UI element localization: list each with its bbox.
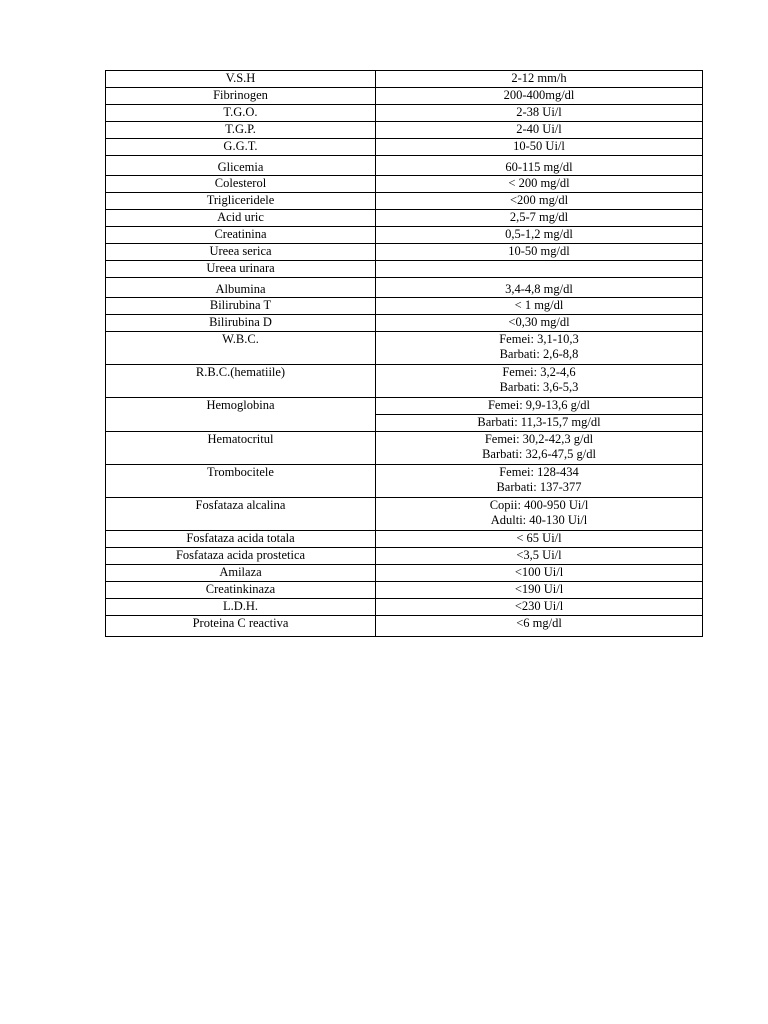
test-name: Fosfataza alcalina: [106, 498, 376, 531]
reference-value: <0,30 mg/dl: [376, 315, 703, 332]
reference-value: <3,5 Ui/l: [376, 548, 703, 565]
test-name: V.S.H: [106, 71, 376, 88]
reference-value: 3,4-4,8 mg/dl: [376, 278, 703, 298]
table-row: [106, 156, 703, 176]
reference-value: [376, 261, 703, 278]
reference-value: 2-40 Ui/l: [376, 122, 703, 139]
reference-value: 10-50 mg/dl: [376, 244, 703, 261]
test-name: Bilirubina D: [106, 315, 376, 332]
test-name: Fibrinogen: [106, 88, 376, 105]
table-row: [106, 398, 703, 415]
test-name: Trigliceridele: [106, 193, 376, 210]
test-name: R.B.C.(hematiile): [106, 365, 376, 398]
reference-value: [376, 332, 703, 365]
reference-value: 10-50 Ui/l: [376, 139, 703, 156]
test-name: Fosfataza acida prostetica: [106, 548, 376, 565]
test-name: Amilaza: [106, 565, 376, 582]
value-line-men: Barbati: 137-377: [496, 480, 582, 494]
test-name: Creatinkinaza: [106, 582, 376, 599]
table-row: [106, 465, 703, 498]
table-row: [106, 105, 703, 122]
table-row: [106, 176, 703, 193]
reference-value: <200 mg/dl: [376, 193, 703, 210]
table-row: [106, 365, 703, 398]
value-line-men: Barbati: 2,6-8,8: [499, 347, 579, 361]
reference-value: 2,5-7 mg/dl: [376, 210, 703, 227]
table-row: [106, 498, 703, 531]
value-line-women: Femei: 30,2-42,3 g/dl: [484, 432, 594, 446]
table-row: [106, 432, 703, 465]
table-row: [106, 548, 703, 565]
reference-value: <190 Ui/l: [376, 582, 703, 599]
table-row: [106, 278, 703, 298]
value-line-women: Femei: 128-434: [499, 465, 579, 479]
test-name: Acid uric: [106, 210, 376, 227]
table-row: [106, 531, 703, 548]
table-row: [106, 616, 703, 637]
table-row: [106, 315, 703, 332]
table-row: [106, 71, 703, 88]
test-name: Fosfataza acida totala: [106, 531, 376, 548]
reference-value: < 1 mg/dl: [376, 298, 703, 315]
test-name: Hemoglobina: [106, 398, 376, 432]
test-name: Colesterol: [106, 176, 376, 193]
value-line-women: Femei: 3,1-10,3: [499, 332, 579, 346]
reference-value: < 200 mg/dl: [376, 176, 703, 193]
table-row: [106, 298, 703, 315]
test-name: Trombocitele: [106, 465, 376, 498]
test-name: Bilirubina T: [106, 298, 376, 315]
value-line-children: Copii: 400-950 Ui/l: [489, 498, 589, 512]
table-row: [106, 261, 703, 278]
table-row: [106, 244, 703, 261]
table-row: [106, 582, 703, 599]
test-name: T.G.P.: [106, 122, 376, 139]
test-name: Proteina C reactiva: [106, 616, 376, 637]
reference-value: Barbati: 11,3-15,7 mg/dl: [376, 415, 703, 432]
test-name: L.D.H.: [106, 599, 376, 616]
value-line-women: Femei: 3,2-4,6: [502, 365, 576, 379]
table-row: [106, 88, 703, 105]
test-name: Ureea serica: [106, 244, 376, 261]
reference-value: 2-38 Ui/l: [376, 105, 703, 122]
test-name: G.G.T.: [106, 139, 376, 156]
value-line-men: Barbati: 3,6-5,3: [499, 380, 579, 394]
reference-values-table: [105, 70, 703, 637]
test-name: Hematocritul: [106, 432, 376, 465]
reference-value: 200-400mg/dl: [376, 88, 703, 105]
table-row: [106, 599, 703, 616]
reference-value: <230 Ui/l: [376, 599, 703, 616]
test-name: Albumina: [106, 278, 376, 298]
reference-value: [376, 365, 703, 398]
table-row: [106, 193, 703, 210]
test-name: Ureea urinara: [106, 261, 376, 278]
table-row: [106, 210, 703, 227]
test-name: T.G.O.: [106, 105, 376, 122]
reference-value: 60-115 mg/dl: [376, 156, 703, 176]
test-name: W.B.C.: [106, 332, 376, 365]
table-row: [106, 332, 703, 365]
table-row: [106, 565, 703, 582]
table-row: [106, 139, 703, 156]
value-line-adults: Adulti: 40-130 Ui/l: [490, 513, 588, 527]
test-name: Creatinina: [106, 227, 376, 244]
table-row: [106, 227, 703, 244]
reference-value: < 65 Ui/l: [376, 531, 703, 548]
reference-value: 2-12 mm/h: [376, 71, 703, 88]
reference-value: <100 Ui/l: [376, 565, 703, 582]
reference-value: [376, 498, 703, 531]
reference-value: [376, 465, 703, 498]
table-row: [106, 122, 703, 139]
reference-value: 0,5-1,2 mg/dl: [376, 227, 703, 244]
reference-value: [376, 432, 703, 465]
reference-value: <6 mg/dl: [376, 616, 703, 637]
value-line-men: Barbati: 32,6-47,5 g/dl: [482, 447, 596, 461]
reference-value: Femei: 9,9-13,6 g/dl: [376, 398, 703, 415]
test-name: Glicemia: [106, 156, 376, 176]
